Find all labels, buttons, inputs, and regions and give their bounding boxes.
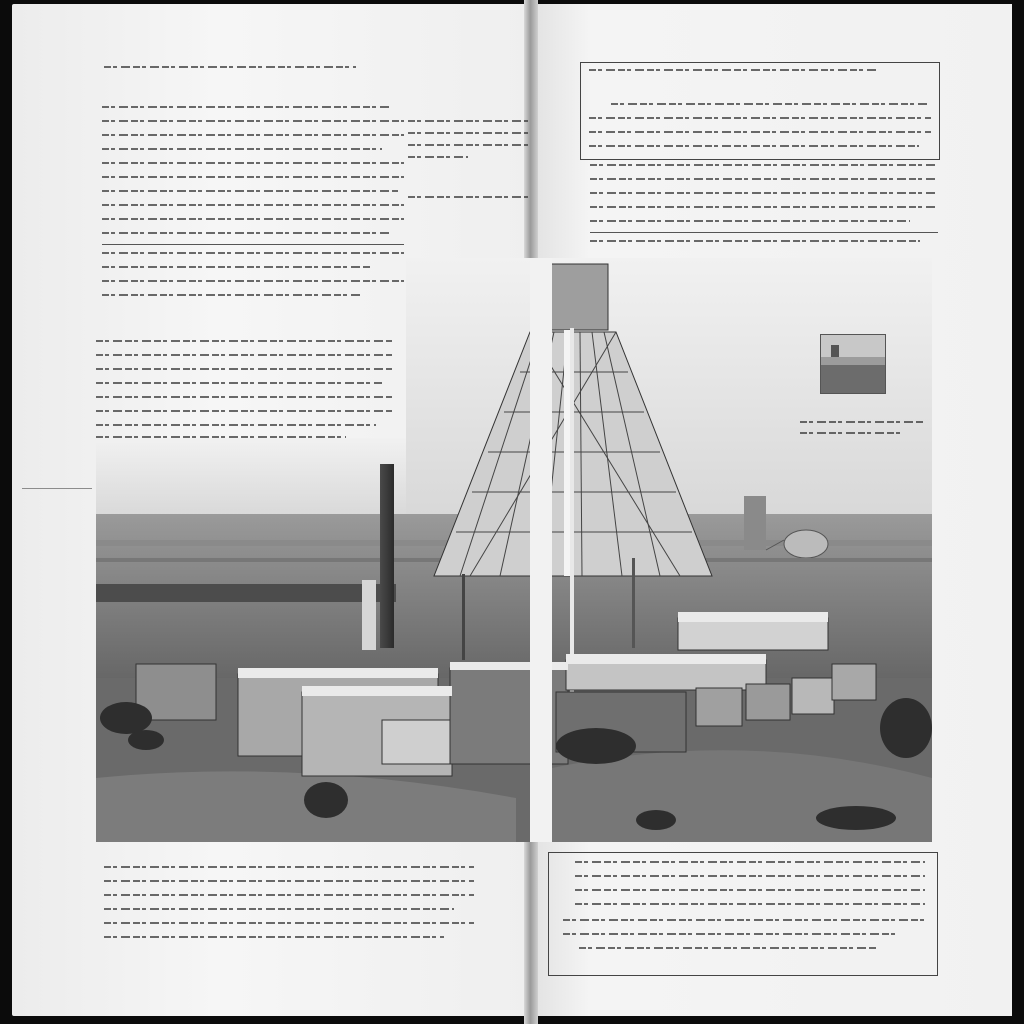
right-footer-box bbox=[548, 852, 938, 976]
left-header-note bbox=[104, 62, 356, 74]
left-footer-text bbox=[104, 862, 474, 946]
shrubs bbox=[96, 688, 932, 838]
page-gutter-over-photo bbox=[530, 258, 552, 842]
storage-tank-icon bbox=[736, 488, 836, 558]
page-edge-mark bbox=[22, 488, 92, 489]
right-header-box bbox=[580, 62, 940, 160]
left-side-notes bbox=[408, 116, 528, 208]
industrial-photograph bbox=[96, 258, 932, 842]
inset-photo bbox=[820, 334, 886, 394]
inset-photo-caption bbox=[800, 418, 924, 440]
right-text-block bbox=[590, 160, 938, 250]
